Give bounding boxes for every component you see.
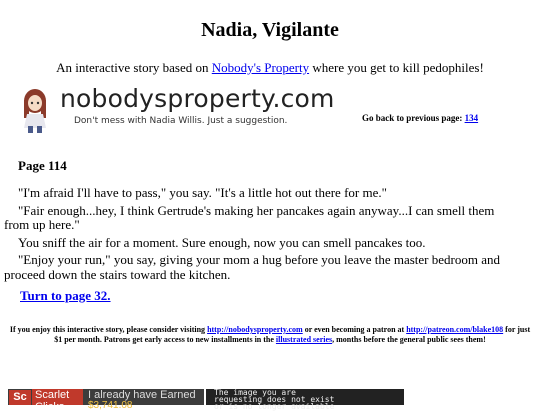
logo-tagline: Don't mess with Nadia Willis. Just a suggestion.: [74, 116, 288, 126]
nadia-avatar-icon: [17, 88, 53, 134]
story-title: Nadia, Vigilante: [201, 19, 339, 41]
scarlet-label: Scarlet: [35, 389, 70, 401]
illustrated-series-link[interactable]: illustrated series: [275, 335, 333, 344]
sc-badge: Sc: [9, 390, 31, 405]
scarlet-clicks-logo: [32, 389, 83, 413]
story-paragraph: "Enjoy your run," you say, giving your mom a hug before you leave the master bedroom and proceed down the stairs toward the kitchen.: [4, 252, 500, 282]
site-logo[interactable]: [12, 84, 335, 136]
earned-label: I already have Earned: [88, 389, 196, 401]
patreon-link[interactable]: http://patreon.com/blake108: [406, 325, 504, 334]
clicks-label: Clicks: [35, 401, 65, 413]
footer-text: , months before the general public sees them!: [332, 335, 486, 344]
story-paragraph: "Fair enough...hey, I think Gertrude's making her pancakes again anyway...I can smell them from up here.": [4, 202, 495, 232]
go-back-page-link[interactable]: 134: [464, 113, 479, 123]
footer-text: or even becoming a patron at: [302, 325, 407, 334]
missing-image-line: requesting does not exist: [214, 395, 335, 404]
page-number: Page 114: [18, 158, 67, 173]
earned-amount: $3,741.08: [88, 400, 133, 411]
turn-to-page-link[interactable]: Turn to page 32.: [20, 288, 111, 303]
go-back-label: Go back to previous page:: [362, 113, 465, 123]
subtitle-text-pre: An interactive story based on: [56, 60, 212, 75]
nobodys-property-link[interactable]: Nobody's Property: [211, 60, 310, 75]
footer-note: [6, 325, 534, 345]
go-back-nav: [362, 113, 478, 123]
story-text: [4, 186, 516, 285]
footer-text: for just $1 per month. Patrons get early access to new installments in the: [54, 325, 531, 344]
nobodysproperty-site-link[interactable]: http://nobodysproperty.com: [207, 325, 303, 334]
story-paragraph: "I'm afraid I'll have to pass," you say. "It's a little hot out there for me.": [18, 185, 387, 200]
missing-image-line: or is no longer available: [214, 402, 335, 411]
footer-text: If you enjoy this interactive story, please consider visiting: [9, 325, 208, 334]
missing-image-line: The image you are: [214, 388, 296, 397]
logo-wordmark: nobodysproperty.com: [60, 84, 335, 113]
story-paragraph: You sniff the air for a moment. Sure enough, now you can smell pancakes too.: [18, 234, 426, 250]
subtitle-text-post: where you get to kill pedophiles!: [309, 60, 484, 75]
story-subtitle: [0, 60, 540, 76]
missing-image-banner[interactable]: [206, 388, 404, 411]
scarlet-clicks-banner[interactable]: [8, 389, 204, 413]
